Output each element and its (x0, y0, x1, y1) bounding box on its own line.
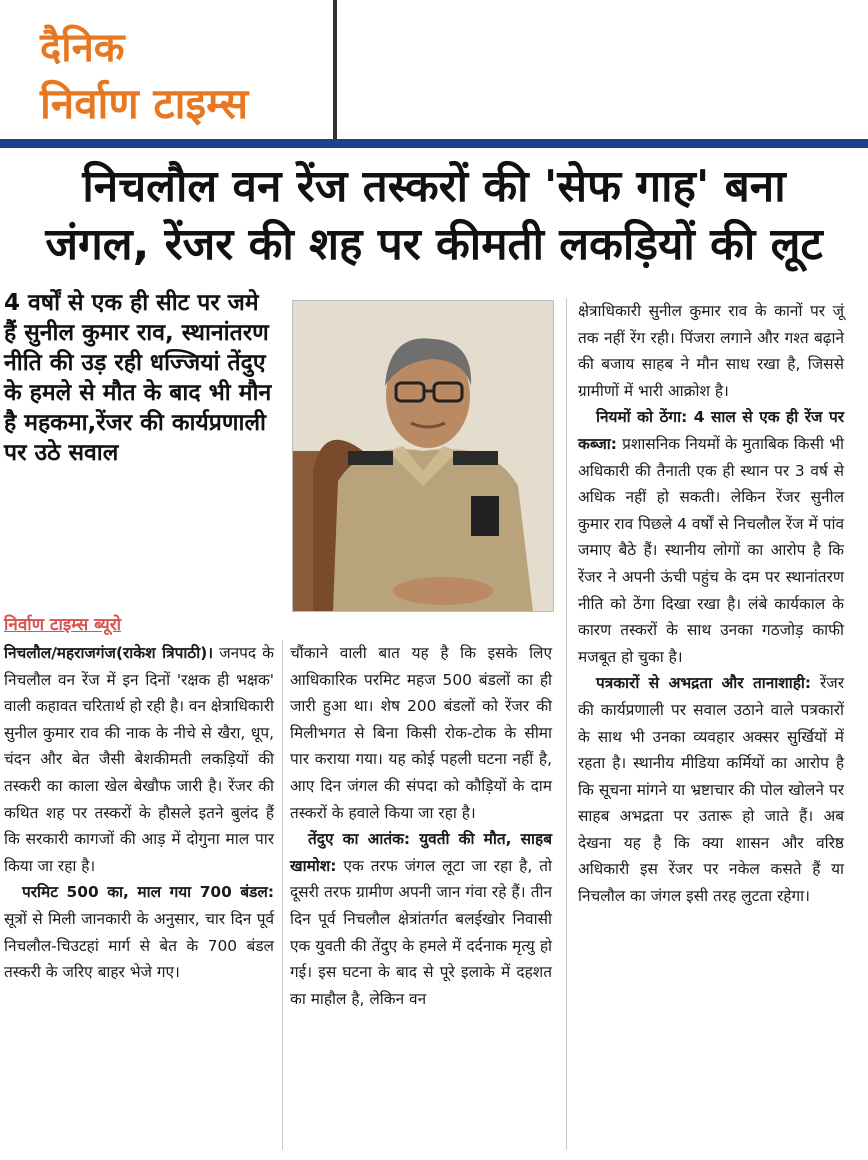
masthead-divider (333, 0, 337, 140)
logo-line-2: निर्वाण टाइम्स (40, 79, 249, 128)
col3-paragraph-3: रेंजर की कार्यप्रणाली पर सवाल उठाने वाले पत्रकारों के साथ भी उनका व्यवहार अक्सर सुर्खियों में रहता है। स्थानीय मीडिया कर्मियों का आरोप है कि सूचना मांगने या भ्रष्टाचार की पोल खोलने पर साहब अभद्रता पर उतारू हो जाते हैं। अब देखना यह है कि क्या शासन और वरिष्ठ अधिकारी इस रेंजर पर नकेल कसते हैं या निचलौल का जंगल इसी तरह लुटता रहेगा। (578, 674, 844, 906)
headline-line-2: जंगल, रेंजर की शह पर कीमती लकड़ियों की लूट (45, 219, 823, 270)
col2-paragraph-2: एक तरफ जंगल लूटा जा रहा है, तो दूसरी तरफ ग्रामीण अपनी जान गंवा रहे हैं। तीन दिन पूर्व निचलौल क्षेत्रांतर्गत बलईखोर निवासी एक युवती की तेंदुए के हमले में दर्दनाक मृत्यु हो गई। इस घटना के बाद से पूरे इलाके में दहशत का माहौल है, लेकिन वन (290, 856, 552, 1008)
col3-paragraph-1: क्षेत्राधिकारी सुनील कुमार राव के कानों पर जूं तक नहीं रेंग रही। पिंजरा लगाने और गश्त बढ़ाने की बजाय साहब ने मौन साध रखा है, जिससे ग्रामीणों में भारी आक्रोश है। (578, 302, 844, 400)
article-subhead: 4 वर्षों से एक ही सीट पर जमे हैं सुनील कुमार राव, स्थानांतरण नीति की उड़ रही धज्जियां तेंदुए के हमले से मौत के बाद भी मौन है महकमा,रेंजर की कार्यप्रणाली पर उठे सवाल (4, 290, 272, 466)
dateline: निचलौल/महराजगंज(राकेश त्रिपाठी)। (4, 644, 214, 662)
section-heading-permit: परमिट 500 का, माल गया 700 बंडल: (22, 883, 274, 902)
masthead-blue-band (0, 139, 868, 148)
col1-paragraph-1: जनपद के निचलौल वन रेंज में इन दिनों 'रक्षक ही भक्षक' वाली कहावत चरितार्थ हो रही है। वन क्षेत्राधिकारी सुनील कुमार राव की नाक के नीचे से खैरा, धूप, चंदन और बेत जैसी बेशकीमती लकड़ियों की तस्करी का काला खेल बेखौफ जारी है। रेंजर की कथित शह पर तस्करों के हौसले इतने बुलंद हैं कि सरकारी कागजों की आड़ में दोगुना माल पार किया जा रहा है। (4, 644, 274, 875)
column-divider (282, 640, 283, 1150)
col3-paragraph-2: प्रशासनिक नियमों के मुताबिक किसी भी अधिकारी की तैनाती एक ही स्थान पर 3 वर्ष से अधिक नहीं हो सकती। लेकिन रेंजर सुनील कुमार राव पिछले 4 वर्षों से निचलौल रेंज में पांव जमाए बैठे हैं। स्थानीय लोगों का आरोप है कि रेंजर ने अपनी ऊंची पहुंच के दम पर स्थानांतरण नीति को ठेंगा दिखा रखा है। लंबे कार्यकाल के कारण तस्करों के साथ उनका गठजोड़ काफी मजबूत हो चुका है। (578, 434, 844, 666)
photo-illustration (293, 301, 553, 611)
article-column-1 (4, 640, 274, 986)
col2-paragraph-1: चौंकाने वाली बात यह है कि इसके लिए आधिकारिक परमिट महज 500 बंडलों का ही जारी हुआ था। शेष 200 बंडलों को रेंजर की मिलीभगत से बिना किसी रोक-टोक के सीमा पार कराया गया। यह कोई पहली घटना नहीं है, आए दिन जंगल की संपदा को कौड़ियों के दाम तस्करों के हवाले किया जा रहा है। (290, 644, 552, 822)
masthead (0, 0, 868, 148)
section-heading-journalists: पत्रकारों से अभद्रता और तानाशाही: (596, 674, 812, 693)
article-column-3 (578, 298, 844, 910)
col1-paragraph-2: सूत्रों से मिली जानकारी के अनुसार, चार दिन पूर्व निचलौल-चिउटहां मार्ग से बेत के 700 बंडल तस्करी के जरिए बाहर भेजे गए। (4, 909, 274, 982)
bureau-byline: निर्वाण टाइम्स ब्यूरो (4, 615, 122, 635)
article-column-2 (290, 640, 552, 1012)
article-headline (0, 158, 868, 274)
section-heading-rules: नियमों को ठेंगा: 4 साल से एक ही रेंज पर कब्जा: (578, 408, 844, 453)
officer-photo (292, 300, 554, 612)
headline-line-1: निचलौल वन रेंज तस्करों की 'सेफ गाह' बना (82, 161, 786, 212)
logo-line-1: दैनिक (40, 25, 125, 71)
page-cut-edge (0, 1152, 868, 1160)
newspaper-logo (40, 12, 300, 136)
section-heading-leopard: तेंदुए का आतंक: युवती की मौत, साहब खामोश: (290, 830, 552, 875)
column-divider (566, 298, 567, 1150)
